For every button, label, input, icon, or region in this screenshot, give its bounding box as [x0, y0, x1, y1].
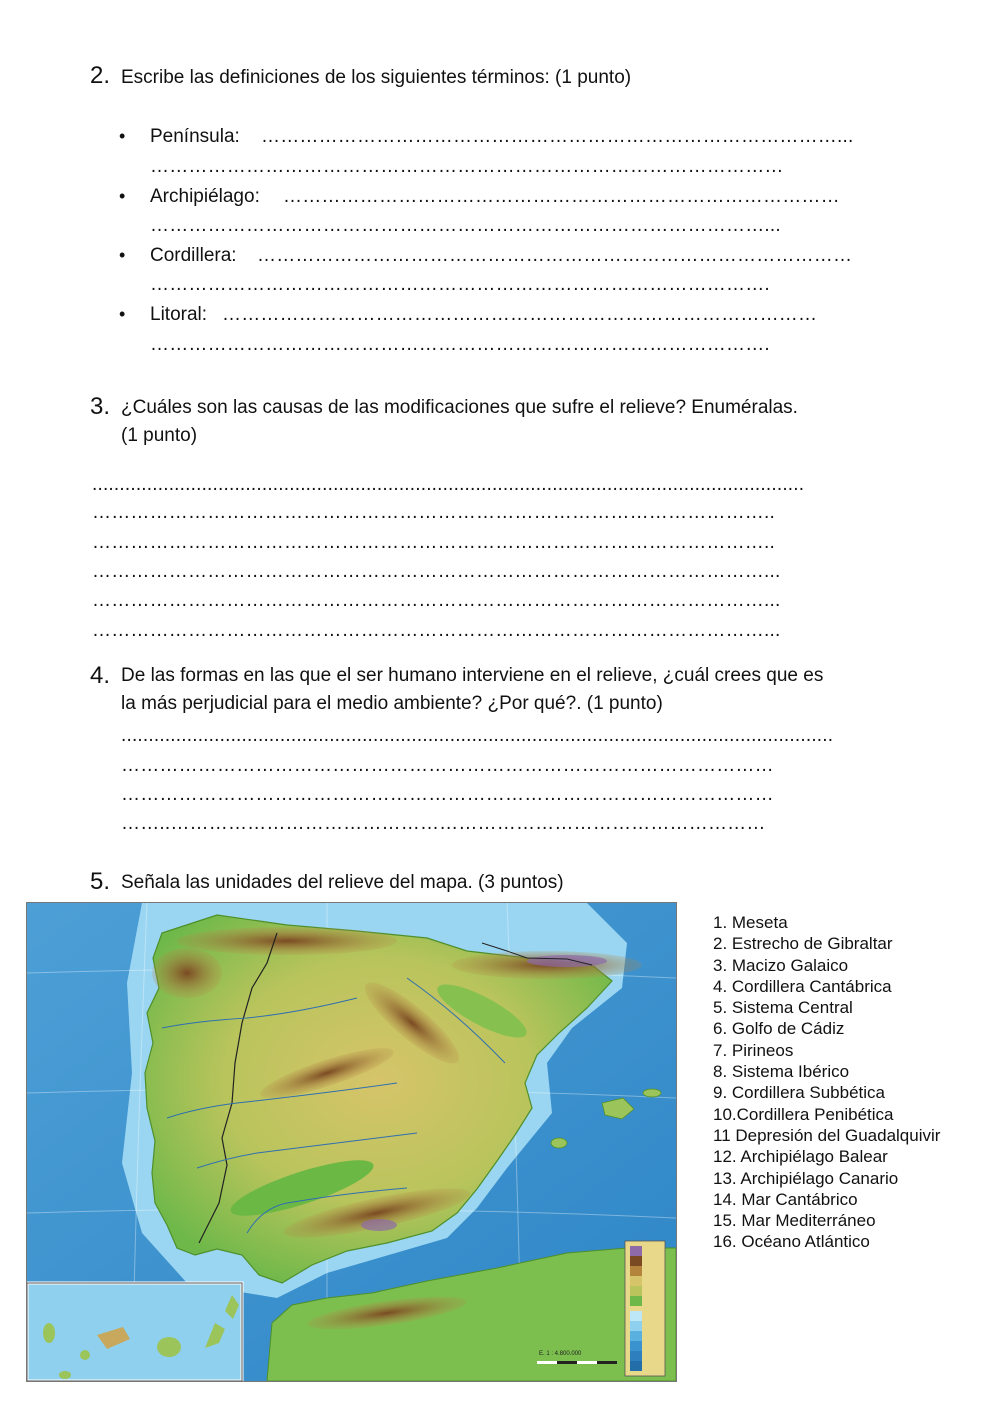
- answer-line[interactable]: …………………………………………………………………………………….: [150, 274, 770, 295]
- answer-line[interactable]: ……………………………………………………………………………: [283, 186, 840, 207]
- q4-question-line2: la más perjudicial para el medio ambiente? ¿Por qué?. (1 punto): [121, 693, 663, 714]
- definition-label: Península:: [150, 126, 240, 147]
- legend-item: 11 Depresión del Guadalquivir: [713, 1125, 941, 1145]
- legend-item: 16. Océano Atlántico: [713, 1232, 870, 1252]
- q4-number: 4.: [90, 662, 111, 689]
- gran-canaria: [157, 1337, 181, 1357]
- pyrenees-peaks: [527, 955, 607, 967]
- ibiza: [551, 1138, 567, 1148]
- canary-inset: [27, 1283, 242, 1381]
- cantabrian-relief: [177, 927, 397, 955]
- answer-line[interactable]: …………………………………………………………………………………………: [121, 755, 774, 776]
- scale-label: E. 1 : 4.800.000: [539, 1351, 582, 1357]
- q4-question-line1: De las formas en las que el ser humano interviene en el relieve, ¿cuál crees que es: [121, 665, 824, 686]
- menorca: [643, 1089, 661, 1097]
- la-gomera: [80, 1350, 90, 1360]
- legend-item: 15. Mar Mediterráneo: [713, 1211, 876, 1231]
- answer-line[interactable]: ……………………………………………………………………………………………..: [92, 502, 775, 523]
- q3-question-line1: ¿Cuáles son las causas de las modificaciones que sufre el relieve? Enuméralas.: [121, 397, 798, 418]
- bullet-icon: •: [119, 186, 126, 206]
- q2-title: Escribe las definiciones de los siguientes términos: (1 punto): [121, 67, 632, 88]
- answer-line[interactable]: …………………………………………………………………………………….: [150, 334, 770, 355]
- definition-label: Archipiélago:: [150, 186, 260, 207]
- answer-line[interactable]: ……………………………………………………………………………………...: [150, 215, 781, 236]
- answer-line[interactable]: ……………………………………………………………………………………………..: [92, 532, 775, 553]
- bullet-icon: •: [119, 245, 126, 265]
- legend-item: 3. Macizo Galaico: [713, 955, 849, 975]
- legend-item: 14. Mar Cantábrico: [713, 1189, 858, 1209]
- q3-question-line2: (1 punto): [121, 425, 198, 446]
- answer-line[interactable]: ………………………………………………………………………………...: [261, 126, 854, 147]
- relief-map: [26, 902, 677, 1382]
- definition-label: Cordillera:: [150, 245, 237, 266]
- answer-line[interactable]: ……………………………………………………………………………………………...: [92, 590, 781, 611]
- answer-line[interactable]: …………………………………………………………………………………………: [121, 784, 774, 805]
- legend-item: 8. Sistema Ibérico: [713, 1062, 850, 1082]
- answer-line[interactable]: ………………………………………………………………………………………: [150, 156, 784, 177]
- q3-number: 3.: [90, 393, 111, 420]
- la-palma: [43, 1323, 55, 1343]
- q5-title: Señala las unidades del relieve del mapa. (3 puntos): [121, 872, 564, 893]
- legend-item: 12. Archipiélago Balear: [713, 1147, 888, 1167]
- bullet-icon: •: [119, 304, 126, 324]
- answer-line[interactable]: ……………………………………………………………………………………………...: [92, 620, 781, 641]
- relief-units-legend: [713, 912, 940, 1253]
- q2-number: 2.: [90, 62, 111, 89]
- q5-number: 5.: [90, 868, 111, 895]
- legend-item: 6. Golfo de Cádiz: [713, 1019, 845, 1039]
- legend-item: 10.Cordillera Penibética: [713, 1104, 894, 1124]
- elevation-color-key: [625, 1241, 665, 1376]
- legend-item: 13. Archipiélago Canario: [713, 1168, 899, 1188]
- legend-item: 2. Estrecho de Gibraltar: [713, 934, 893, 954]
- definition-label: Litoral:: [150, 304, 208, 325]
- legend-item: 9. Cordillera Subbética: [713, 1083, 885, 1103]
- scale-bar: [537, 1361, 617, 1364]
- answer-line[interactable]: ……..…………………………………………………………………………………: [121, 813, 766, 834]
- legend-item: 5. Sistema Central: [713, 998, 853, 1018]
- legend-item: 4. Cordillera Cantábrica: [713, 976, 892, 996]
- galician-massif-relief: [152, 948, 222, 998]
- answer-line[interactable]: ..................................................................................................................................: [92, 474, 805, 495]
- sierra-nevada-peaks: [361, 1219, 397, 1231]
- answer-line[interactable]: …………………………………………………………………………………: [257, 245, 853, 266]
- answer-line[interactable]: …………………………………………………………………………………: [222, 304, 818, 325]
- el-hierro: [59, 1371, 71, 1379]
- relief-map-image: [27, 903, 676, 1381]
- answer-line[interactable]: ..................................................................................................................................: [121, 725, 834, 746]
- legend-item: 1. Meseta: [713, 913, 788, 932]
- legend-item: 7. Pirineos: [713, 1040, 794, 1060]
- bullet-icon: •: [119, 126, 126, 146]
- answer-line[interactable]: ……………………………………………………………………………………………...: [92, 561, 781, 582]
